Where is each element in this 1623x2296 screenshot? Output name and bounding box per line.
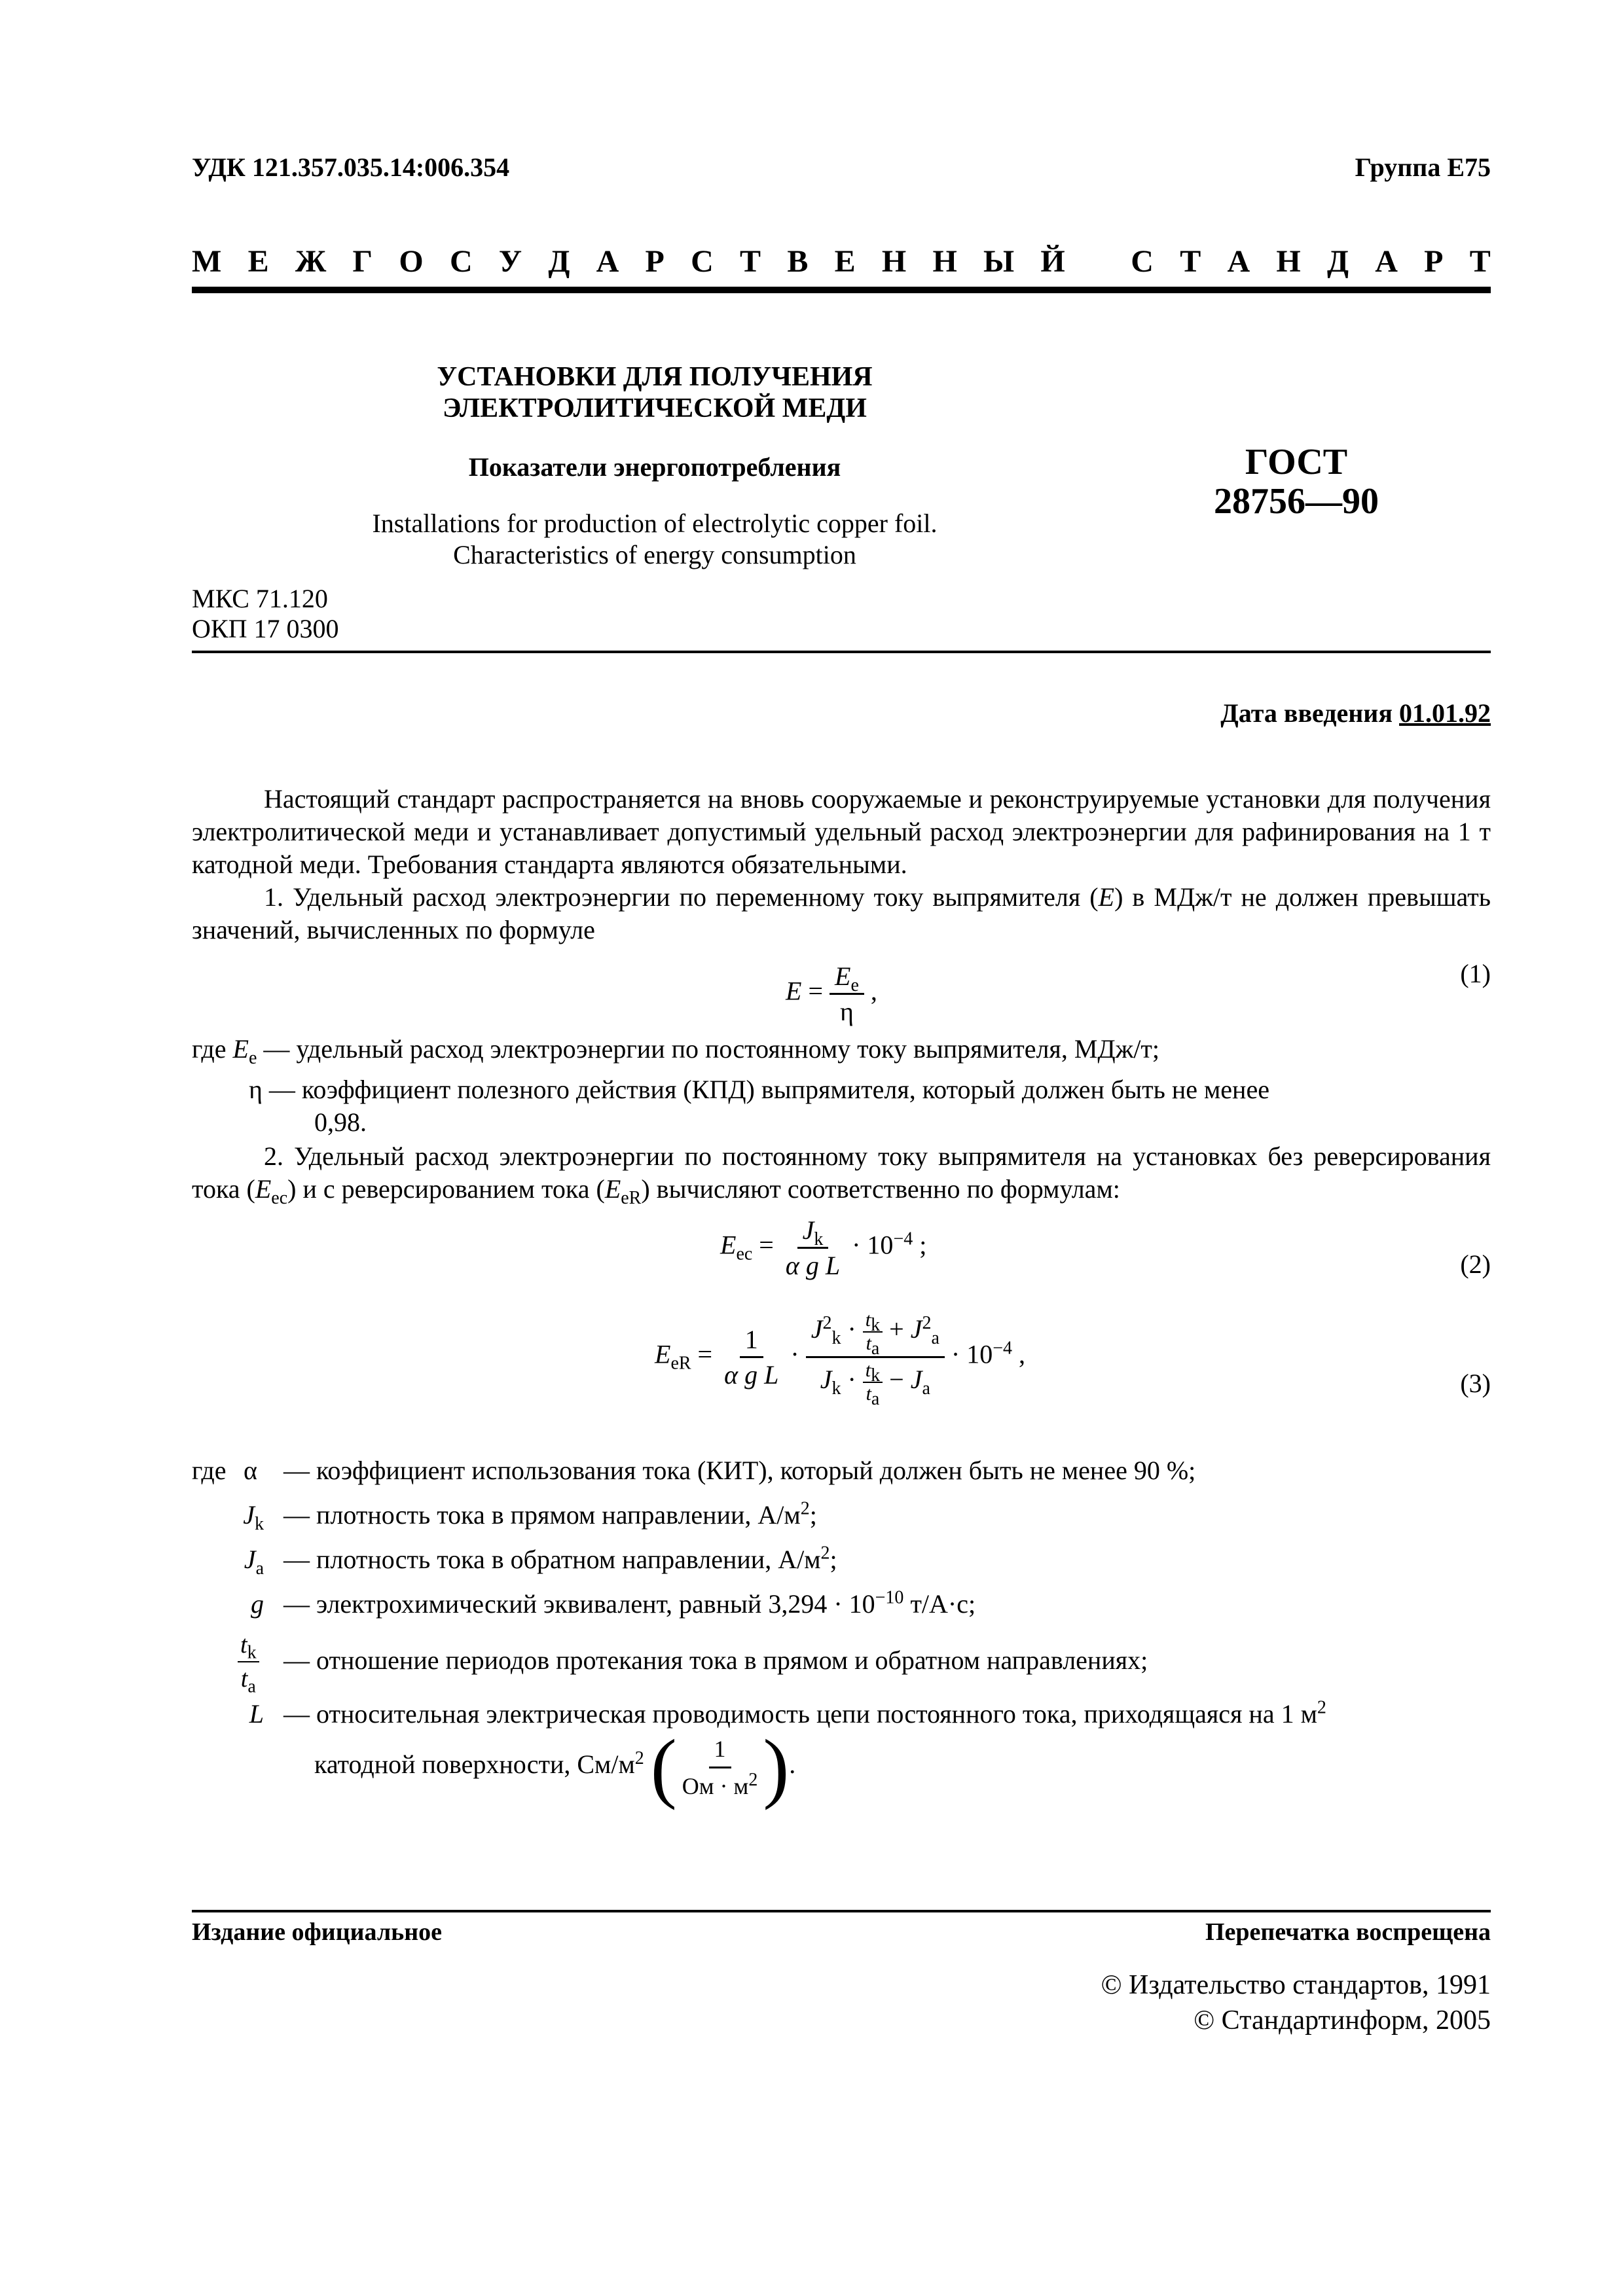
banner-letter: Ы (983, 244, 1015, 279)
interstate-standard-banner (192, 243, 1491, 279)
formula-1-equals: = (808, 976, 823, 1006)
formula-1-numerator-sub: e (850, 975, 859, 996)
definition-L-fraction-num: 1 (709, 1732, 731, 1768)
formula-3-fraction-2: $J^2_k$ · $\frac{t_k}{t_a}$ + $J^2_a$ $J_k$ · $\frac{t_k}{t_a}$ − $J_a$ (806, 1309, 945, 1405)
mks-code: МКС 71.120 (192, 584, 328, 613)
definition-L-fraction (677, 1732, 763, 1803)
definition-symbol-sub: k (255, 1514, 264, 1534)
okp-code: ОКП 17 0300 (192, 614, 339, 643)
definition-prefix: где (192, 1034, 227, 1064)
clause-1-text-b: ) в МДж/т не должен превышать значений, вычисленных по формуле (192, 882, 1491, 944)
formula-3 (655, 1309, 1026, 1409)
clause-2-text-c: ) вычисляют соответственно по формулам: (641, 1174, 1120, 1204)
definition-symbol-sub: a (255, 1558, 264, 1579)
formula-3-f1-denominator: α g L (724, 1360, 779, 1390)
copyright-1: © Издательство стандартов, 1991 (1101, 1970, 1491, 2000)
banner-letter: Т (1469, 244, 1491, 279)
definition-eta-cont: 0,98. (314, 1107, 367, 1137)
banner-letter: С (691, 244, 714, 279)
clause-2-symbol-2: E (604, 1174, 621, 1204)
english-title (262, 508, 1048, 571)
banner-letter: М (192, 244, 222, 279)
banner-letter: Й (1040, 244, 1065, 279)
definition-eta (249, 1073, 1491, 1106)
title-line-1: УСТАНОВКИ ДЛЯ ПОЛУЧЕНИЯ (437, 362, 873, 392)
formula-3-ja-sup: 2 (922, 1312, 932, 1333)
formula-3-den-tk: t (865, 1359, 871, 1381)
banner-letter: Д (548, 244, 570, 279)
introduction-date (1220, 698, 1491, 728)
formula-3-den-jk: J (820, 1365, 832, 1395)
clause-1-symbol: E (1098, 882, 1115, 912)
formula-2-denominator: α g L (785, 1251, 841, 1280)
formula-2-tail: ; (919, 1230, 927, 1260)
definition-text-sup: 2 (800, 1498, 810, 1519)
gost-designation (1178, 442, 1414, 521)
formula-3-tk-sub: k (871, 1315, 881, 1335)
english-title-line-2: Characteristics of energy consumption (453, 540, 856, 569)
formula-1-number: (1) (1460, 959, 1491, 988)
banner-letter: Е (834, 244, 856, 279)
formula-1-fraction (830, 961, 864, 1027)
definition-t-ratio (192, 1628, 1491, 1700)
clause-1-text-a: 1. Удельный расход электроэнергии по переменному току выпрямителя ( (264, 882, 1099, 912)
definition-ta-sub: a (247, 1676, 256, 1697)
definition-symbol: η (249, 1075, 263, 1104)
banner-letter: Г (352, 244, 373, 279)
banner-letter (1091, 243, 1104, 279)
definition-symbol: α (244, 1456, 257, 1485)
formula-3-equals: = (697, 1339, 713, 1369)
banner-letter: У (498, 244, 522, 279)
formula-2-number: (2) (1460, 1249, 1491, 1279)
banner-letter: О (399, 244, 424, 279)
left-paren: ( (650, 1723, 677, 1810)
formula-1-denominator: η (839, 997, 854, 1026)
group-code: Группа Е75 (1355, 152, 1491, 182)
formula-3-multiplier: · 10 (951, 1339, 993, 1369)
formula-3-exponent: −4 (993, 1338, 1013, 1359)
formula-1-numerator: E (835, 961, 851, 991)
clause-2-symbol-1: E (255, 1174, 272, 1204)
formula-3-ta: t (866, 1333, 871, 1354)
definitions-prefix: где (192, 1456, 227, 1485)
formula-3-tk: t (865, 1309, 871, 1331)
banner-letter: С (449, 244, 473, 279)
definition-L-end: . (789, 1749, 796, 1780)
banner-letter: Н (1276, 244, 1301, 279)
banner-letter: В (787, 244, 809, 279)
banner-letter: Д (1326, 244, 1349, 279)
formula-2-lhs: E (720, 1230, 737, 1260)
definition-text-sup: 2 (820, 1543, 830, 1564)
document-subtitle: Показатели энергопотребления (468, 452, 841, 482)
definition-text-sup: −10 (875, 1587, 904, 1608)
definition-symbol-sub: e (248, 1048, 257, 1068)
formula-3-fraction-1 (719, 1324, 784, 1390)
definition-text: — коэффициент полезного действия (КПД) выпрямителя, который должен быть не менее (268, 1075, 1269, 1104)
copyright-2: © Стандартинформ, 2005 (1194, 2005, 1491, 2036)
clause-1-paragraph (192, 881, 1491, 946)
formula-3-tail: , (1019, 1339, 1026, 1369)
definition-tk-sub: k (247, 1642, 257, 1663)
definition-text: — удельный расход электроэнергии по постоянному току выпрямителя, МДж/т; (263, 1034, 1160, 1064)
definition-text-sup: 2 (1317, 1697, 1326, 1718)
definition-L-cont (314, 1723, 796, 1813)
definition-L-cont-text: катодной поверхности, См/м (314, 1749, 635, 1780)
clause-2-symbol-2-sub: eR (621, 1188, 642, 1208)
formula-3-jk-sup: 2 (822, 1312, 832, 1333)
title-line-2: ЭЛЕКТРОЛИТИЧЕСКОЙ МЕДИ (443, 393, 867, 423)
definition-text: — коэффициент использования тока (КИТ), который должен быть не менее 90 %; (283, 1456, 1196, 1485)
right-paren: ) (763, 1723, 790, 1810)
clause-2-paragraph (192, 1140, 1491, 1206)
formula-2 (720, 1215, 926, 1281)
document-title (262, 361, 1048, 424)
definition-text: — электрохимический эквивалент, равный 3,294 · 10 (283, 1589, 875, 1619)
definition-Ee (192, 1033, 1159, 1066)
english-title-line-1: Installations for production of electrolytic copper foil. (372, 509, 938, 538)
formula-3-t-ratio-num (863, 1309, 883, 1359)
banner-letter: А (596, 244, 619, 279)
formula-3-lhs: E (655, 1339, 671, 1369)
definition-symbol: J (243, 1500, 255, 1530)
definition-text-end: ; (830, 1545, 837, 1574)
formula-2-exponent: −4 (893, 1229, 913, 1249)
formula-2-numerator-sub: k (814, 1229, 824, 1249)
formula-3-den-jk-sub: k (831, 1378, 841, 1399)
reprint-prohibited: Перепечатка воспрещена (1205, 1918, 1491, 1946)
gost-number: 28756—90 (1214, 481, 1379, 522)
banner-letter: Ж (295, 244, 327, 279)
definition-t-ratio-fraction (238, 1628, 259, 1695)
formula-3-ja-sub: a (931, 1328, 939, 1349)
formula-2-lhs-sub: ec (736, 1244, 753, 1265)
formula-3-jk-sub: k (831, 1328, 841, 1349)
formula-2-numerator: J (802, 1215, 814, 1245)
formula-3-den-ta-sub: a (871, 1389, 880, 1409)
formula-1-lhs: E (786, 976, 802, 1006)
banner-letter: Н (932, 244, 957, 279)
banner-letter: Р (645, 244, 665, 279)
banner-letter: С (1131, 244, 1154, 279)
definition-text-end: ; (809, 1500, 817, 1530)
banner-rule (192, 287, 1491, 293)
banner-letter: Т (1180, 244, 1201, 279)
formula-2-multiplier: · 10 (852, 1230, 894, 1260)
definition-text: — плотность тока в прямом направлении, А/м (283, 1500, 801, 1530)
definition-text: — относительная электрическая проводимость цепи постоянного тока, приходящаяся на 1 м (283, 1699, 1317, 1729)
definition-symbol: J (244, 1545, 256, 1574)
formula-3-minus: − (889, 1365, 904, 1395)
title-rule (192, 651, 1491, 653)
definition-text: — отношение периодов протекания тока в прямом и обратном направлениях; (283, 1645, 1148, 1675)
definition-symbol: L (249, 1699, 264, 1729)
definition-tk: t (240, 1631, 247, 1659)
formula-3-den-ja-sub: a (922, 1378, 930, 1399)
banner-letter: Н (881, 244, 907, 279)
formula-3-den-tk-sub: k (871, 1365, 881, 1386)
formula-3-jk: J (811, 1314, 823, 1344)
definition-text: — плотность тока в обратном направлении, А/м (283, 1545, 821, 1574)
intro-paragraph: Настоящий стандарт распространяется на вновь сооружаемые и реконструируемые установки для получения электролитической меди и устанавливает допустимый удельный расход электроэнергии для рафинирования на 1 т катодной меди. Требования стандарта являются обязательными. (192, 784, 1491, 879)
definition-symbol: g (251, 1589, 264, 1619)
banner-letter: А (1227, 244, 1250, 279)
formula-3-ta-sub: a (871, 1338, 880, 1359)
introduction-date-value: 01.01.92 (1399, 698, 1491, 728)
formula-1 (786, 961, 877, 1027)
formula-2-fraction (780, 1215, 845, 1281)
definition-L-fraction-den: Ом · м (682, 1772, 749, 1799)
copyright-block (1101, 1967, 1491, 2038)
formula-3-dot: · (790, 1339, 799, 1369)
clause-2-text-a: 2. Удельный расход электроэнергии по постоянному току выпрямителя на установках без реверсирования тока ( (192, 1141, 1491, 1204)
definition-ta: t (240, 1665, 248, 1693)
formula-3-den-ja: J (910, 1365, 922, 1395)
definition-symbol: E (232, 1034, 249, 1064)
official-edition: Издание официальное (192, 1918, 443, 1946)
clause-2-text-b: ) и с реверсированием тока ( (287, 1174, 605, 1204)
formula-1-tail: , (870, 976, 877, 1006)
clause-2-symbol-1-sub: ec (271, 1188, 288, 1208)
formula-3-lhs-sub: eR (670, 1353, 691, 1374)
banner-letter: А (1375, 244, 1398, 279)
banner-letter: Р (1424, 244, 1444, 279)
footer-rule (192, 1910, 1491, 1912)
formula-3-ja: J (910, 1314, 922, 1344)
gost-label: ГОСТ (1245, 442, 1348, 482)
formula-2-equals: = (759, 1230, 774, 1260)
formula-3-plus: + (889, 1314, 904, 1344)
udk-code: УДК 121.357.035.14:006.354 (192, 152, 510, 182)
banner-letter: Т (740, 244, 761, 279)
classification-codes (192, 584, 338, 644)
banner-letter: Е (247, 244, 269, 279)
formula-3-number: (3) (1460, 1369, 1491, 1398)
definition-L-fraction-den-sup: 2 (748, 1769, 758, 1790)
formula-3-t-ratio-den (863, 1359, 883, 1409)
introduction-date-label: Дата введения (1220, 698, 1393, 728)
formula-3-f1-numerator: 1 (740, 1324, 763, 1358)
definition-L-cont-sup: 2 (634, 1748, 644, 1768)
formula-3-den-ta: t (866, 1383, 871, 1405)
definition-text-end: т/А·с; (903, 1589, 976, 1619)
